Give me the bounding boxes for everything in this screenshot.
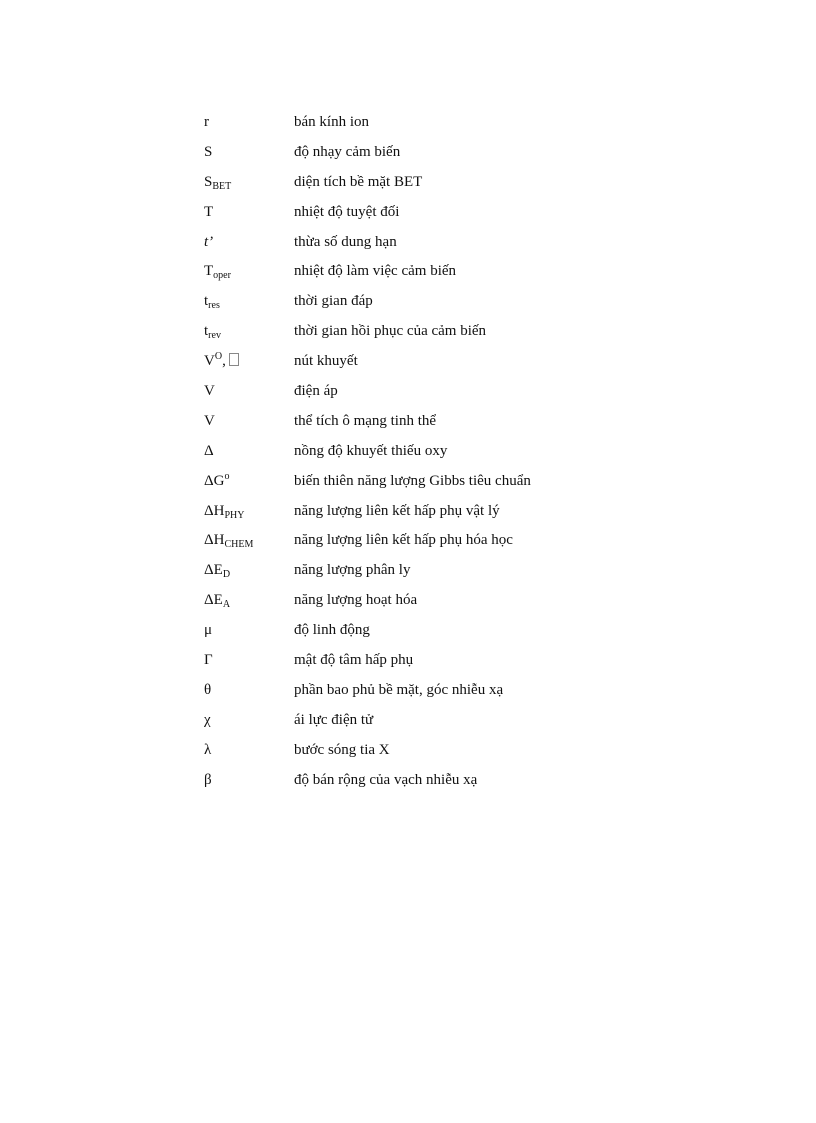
symbol: $T_{oper}$ bbox=[204, 263, 231, 282]
symbol-description: độ bán rộng của vạch nhiễu xạ bbox=[294, 771, 478, 788]
symbol-row bbox=[204, 202, 604, 232]
symbol-description: phần bao phủ bề mặt, góc nhiễu xạ bbox=[294, 681, 504, 698]
symbol-row bbox=[204, 680, 604, 710]
symbol-description: nút khuyết bbox=[294, 353, 358, 370]
symbol: $\Delta E_D$ bbox=[204, 562, 231, 581]
symbol-row bbox=[204, 560, 604, 590]
symbol-subscript: rev bbox=[208, 330, 221, 342]
symbol-row bbox=[204, 530, 604, 560]
symbol-description: thời gian hồi phục của cảm biến bbox=[294, 323, 487, 340]
symbol-row bbox=[204, 710, 604, 740]
symbol-superscript: o bbox=[224, 470, 230, 482]
symbol-description: thể tích ô mạng tinh thể bbox=[294, 412, 437, 429]
symbol-description: nồng độ khuyết thiếu oxy bbox=[294, 442, 448, 459]
symbol: V bbox=[204, 412, 215, 429]
symbol-description: mật độ tâm hấp phụ bbox=[294, 652, 414, 669]
symbol: Δ bbox=[204, 442, 214, 459]
symbol-row bbox=[204, 291, 604, 321]
symbol: $\Delta G^o$ bbox=[204, 470, 230, 489]
symbol-description: năng lượng liên kết hấp phụ vật lý bbox=[294, 502, 500, 519]
symbol-subscript: PHY bbox=[224, 509, 245, 521]
symbol-row bbox=[204, 501, 604, 531]
symbol-row bbox=[204, 620, 604, 650]
symbol: χ bbox=[204, 711, 211, 728]
symbol: θ bbox=[204, 681, 212, 698]
symbol-subscript: oper bbox=[213, 270, 231, 282]
symbol-subscript: BET bbox=[212, 180, 232, 192]
symbol-row bbox=[204, 232, 604, 262]
symbol-row bbox=[204, 590, 604, 620]
symbol-row bbox=[204, 112, 604, 142]
symbol: T bbox=[204, 203, 214, 220]
symbol-row bbox=[204, 471, 604, 501]
symbol: $t_{res}$ bbox=[204, 293, 220, 312]
symbol: β bbox=[204, 771, 212, 788]
symbol: $\Delta H_{PHY}$ bbox=[204, 502, 245, 521]
symbol-description: năng lượng hoạt hóa bbox=[294, 592, 418, 609]
symbol-description: độ linh động bbox=[294, 622, 370, 639]
symbol-description: diện tích bề mặt BET bbox=[294, 173, 423, 190]
symbol-subscript: res bbox=[208, 300, 220, 312]
symbol-row bbox=[204, 142, 604, 172]
symbol: S bbox=[204, 143, 213, 160]
symbol-description: năng lượng liên kết hấp phụ hóa học bbox=[294, 532, 513, 549]
symbol-description: thừa số dung hạn bbox=[294, 233, 397, 250]
symbol-description: ái lực điện tử bbox=[294, 711, 374, 728]
symbol: t’ bbox=[204, 233, 214, 250]
symbol-row bbox=[204, 172, 604, 202]
missing-glyph-icon bbox=[229, 353, 239, 366]
symbol: μ bbox=[204, 622, 213, 639]
symbol: λ bbox=[204, 741, 212, 758]
symbol-superscript: O bbox=[214, 351, 223, 363]
symbol: V bbox=[204, 383, 215, 400]
symbol-description: điện áp bbox=[294, 383, 338, 400]
symbol-row bbox=[204, 770, 604, 800]
symbol: $S_{BET}$ bbox=[204, 173, 232, 192]
symbol-row bbox=[204, 441, 604, 471]
symbol-row bbox=[204, 650, 604, 680]
symbol-list bbox=[204, 112, 604, 799]
symbol-description: nhiệt độ làm việc cảm biến bbox=[294, 263, 457, 280]
symbol: $t_{rev}$ bbox=[204, 323, 221, 342]
symbol-description: nhiệt độ tuyệt đối bbox=[294, 203, 400, 220]
symbol-description: bán kính ion bbox=[294, 114, 369, 130]
symbol-subscript: CHEM bbox=[224, 539, 254, 551]
symbol-row bbox=[204, 740, 604, 770]
symbol-subscript: D bbox=[222, 569, 231, 581]
symbol-subscript: A bbox=[222, 599, 231, 611]
symbol: $\Delta H_{CHEM}$ bbox=[204, 532, 254, 551]
symbol-description: thời gian đáp bbox=[294, 293, 373, 310]
symbol: r bbox=[204, 114, 209, 130]
symbol-row bbox=[204, 321, 604, 351]
symbol-row bbox=[204, 381, 604, 411]
symbol-description: biến thiên năng lượng Gibbs tiêu chuẩn bbox=[294, 472, 531, 489]
symbol-description: bước sóng tia X bbox=[294, 741, 390, 758]
symbol-description: độ nhạy cảm biến bbox=[294, 143, 401, 160]
symbol-row bbox=[204, 411, 604, 441]
symbol-description: năng lượng phân ly bbox=[294, 562, 411, 579]
symbol: $\Delta E_A$ bbox=[204, 592, 231, 611]
symbol-row bbox=[204, 261, 604, 291]
symbol: $V^O$, bbox=[204, 351, 294, 371]
symbol-row bbox=[204, 351, 604, 381]
symbol: Γ bbox=[204, 652, 213, 669]
